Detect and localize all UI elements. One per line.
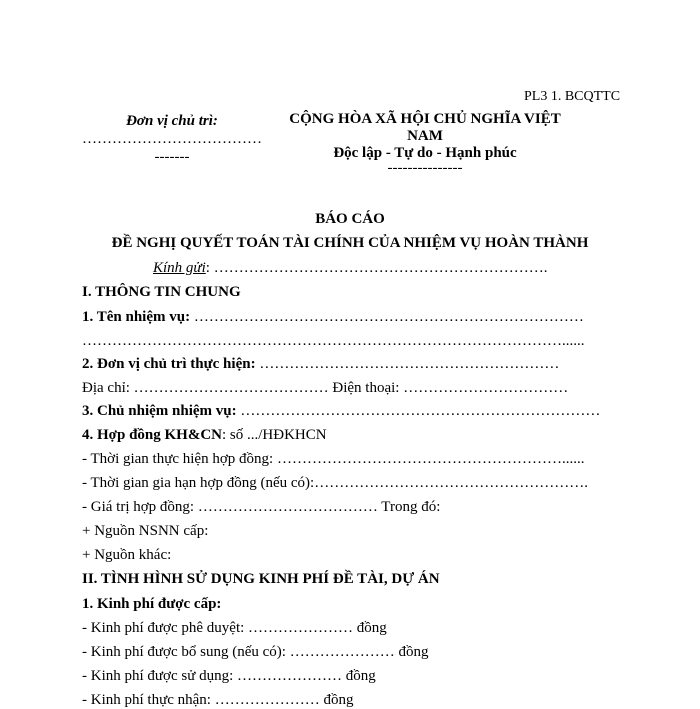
contract-value-line: - Giá trị hợp đồng: ……………………………… Trong đó: [82,499,441,515]
unit-label: 2. Đơn vị chủ trì thực hiện: [82,356,256,372]
unit-line [82,356,559,373]
used-funding-line: - Kinh phí được sử dụng: ………………… đồng [82,668,376,684]
greeting-label: Kính gửi [153,260,206,276]
greeting-dots: : …………………………………………………………. [205,260,548,276]
document-code: PL3 1. BCQTTC [524,89,621,104]
report-subtitle: ĐỀ NGHỊ QUYẾT TOÁN TÀI CHÍNH CỦA NHIỆM VỤ HOÀN THÀNH [111,235,589,251]
supplement-funding-line: - Kinh phí được bổ sung (nếu có): ………………… đồng [82,644,429,660]
contract-time-line: - Thời gian thực hiện hợp đồng: …………………………………………………...... [82,451,585,467]
task-name-dots-line2: ……………………………………………………………………………………...... [82,333,585,349]
lead-unit-block [82,113,262,166]
address-line: Địa chỉ: ………………………………… Điện thoại: …………………………… [82,380,569,396]
section1-heading: I. THÔNG TIN CHUNG [82,284,241,300]
report-title: BÁO CÁO [315,211,385,227]
unit-dots: …………………………………………………… [259,356,560,372]
leader-dots: ……………………………………………………………… [240,403,601,419]
national-header [285,111,565,174]
leader-line [82,403,600,420]
country-name-line2: NAM [407,128,443,144]
country-name-line1: CỘNG HÒA XÃ HỘI CHỦ NGHĨA VIỆT [289,111,561,127]
motto-dash: --------------- [387,160,463,176]
task-name-line [82,309,584,326]
leader-label: 3. Chủ nhiệm nhiệm vụ: [82,403,237,419]
actual-funding-line: - Kinh phí thực nhận: ………………… đồng [82,692,354,708]
lead-unit-dots: ……………………………… [82,131,262,147]
funding-label: 1. Kinh phí được cấp: [82,596,222,612]
task-name-dots: …………………………………………………………………… [193,309,584,325]
contract-label: 4. Hợp đồng KH&CN [82,427,222,443]
contract-extension-line: - Thời gian gia hạn hợp đồng (nếu có):………………………………………………. [82,475,588,491]
lead-unit-dash: ------- [154,149,190,165]
approved-funding-line: - Kinh phí được phê duyệt: ………………… đồng [82,620,387,636]
nsnn-source-line: + Nguồn NSNN cấp: [82,523,209,539]
lead-unit-label: Đơn vị chủ trì: [126,113,218,129]
contract-number: : số .../HĐKHCN [222,427,327,443]
section2-heading: II. TÌNH HÌNH SỬ DỤNG KINH PHÍ ĐỀ TÀI, DỰ ÁN [82,571,440,587]
national-motto: Độc lập - Tự do - Hạnh phúc [333,145,517,161]
task-name-label: 1. Tên nhiệm vụ: [82,309,191,325]
contract-line [82,427,327,444]
greeting-line [153,260,547,277]
other-source-line: + Nguồn khác: [82,547,172,563]
